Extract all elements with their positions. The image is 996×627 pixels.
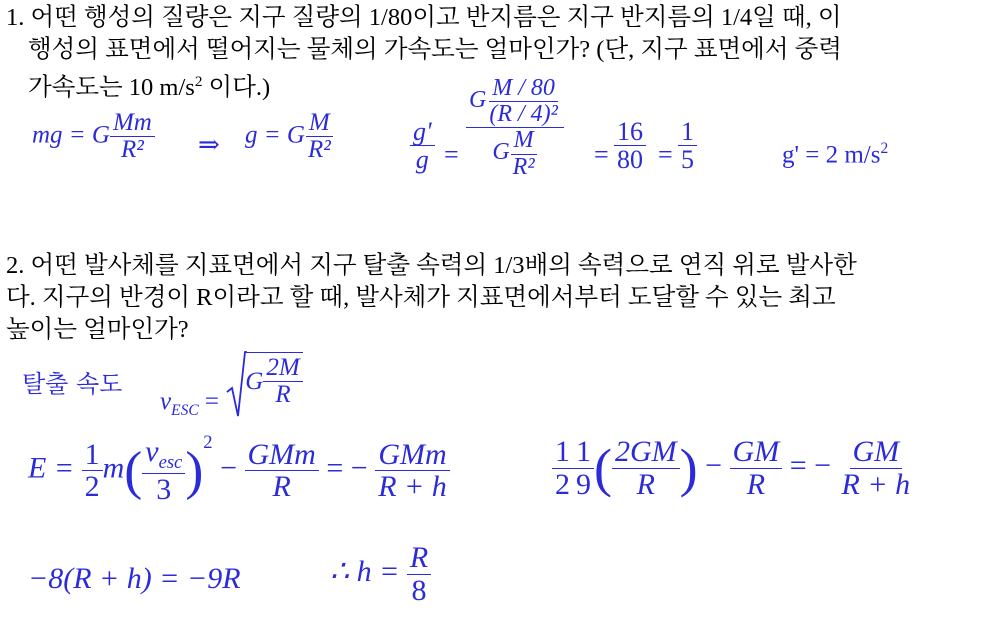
equation-text: E = xyxy=(28,451,75,485)
energy-equation xyxy=(28,432,450,506)
fraction-denominator: R xyxy=(272,470,291,503)
constant-g: G xyxy=(469,87,487,114)
fraction-denominator: R + h xyxy=(378,470,447,503)
equals-sign: = xyxy=(444,140,459,169)
problem-1-line-2 xyxy=(6,34,981,66)
fraction-denominator xyxy=(489,128,540,179)
problem-2-line-1 xyxy=(6,250,994,282)
problem-text: 다. 지구의 반경이 R이라고 할 때, 발사체가 지표면에서부터 도달할 수 있는 최고 xyxy=(6,284,836,311)
fraction xyxy=(612,436,680,500)
constant-g: G xyxy=(245,368,264,396)
fraction xyxy=(245,439,319,503)
fraction-numerator: GMm xyxy=(245,439,319,472)
fraction-numerator: 1 xyxy=(678,118,697,146)
equals-sign: = xyxy=(204,388,220,416)
fraction-denominator: R + h xyxy=(841,467,911,501)
equation-mg xyxy=(32,110,155,164)
fraction xyxy=(82,439,103,503)
fraction-denominator: R xyxy=(275,381,291,409)
equals-sign: = xyxy=(658,140,673,169)
fraction-numerator: 16 xyxy=(614,118,646,146)
fraction-numerator: GMm xyxy=(375,439,449,472)
fraction xyxy=(110,110,155,164)
fraction-numerator: g' xyxy=(410,118,435,146)
problem-number: 1. xyxy=(6,4,25,31)
problem-1-line-1 xyxy=(6,2,981,34)
fraction xyxy=(573,436,594,500)
superscript: 2 xyxy=(203,432,213,454)
escape-velocity-label: 탈출 속도 xyxy=(22,370,123,398)
fraction xyxy=(839,436,914,500)
fraction xyxy=(510,128,538,179)
fraction-denominator: 5 xyxy=(681,145,694,175)
fraction-numerator: GM xyxy=(850,436,903,469)
fraction xyxy=(375,439,450,503)
energy-equation-substituted xyxy=(552,436,913,500)
fraction-16-80 xyxy=(614,118,646,174)
mass-symbol: m xyxy=(102,451,125,485)
fraction-1-5 xyxy=(678,118,697,174)
problem-text: 행성의 표면에서 떨어지는 물체의 가속도는 얼마인가? (단, 지구 표면에서 중력 xyxy=(28,36,842,63)
answer-text: g' = 2 m/s xyxy=(782,141,881,169)
fraction-denominator: (R / 4)² xyxy=(489,101,558,128)
fraction xyxy=(552,436,573,500)
sqrt-body xyxy=(245,352,302,409)
fraction xyxy=(305,110,334,164)
escape-velocity-equation xyxy=(160,352,303,424)
fraction-numerator: 1 xyxy=(552,436,573,469)
velocity-symbol: v xyxy=(145,435,159,468)
fraction xyxy=(407,542,431,606)
fraction-numerator: 1 xyxy=(573,436,594,469)
problem-2-line-3 xyxy=(6,314,994,346)
fraction-denominator: g xyxy=(415,145,429,175)
fraction-numerator: Mm xyxy=(110,110,155,137)
fraction-denominator: 8 xyxy=(411,573,427,607)
superscript: 2 xyxy=(194,73,203,90)
fraction xyxy=(263,355,302,409)
fraction-numerator: R xyxy=(407,542,431,575)
sqrt-icon xyxy=(225,350,247,422)
constant-g: G xyxy=(492,139,510,166)
fraction xyxy=(486,76,561,127)
therefore-text: ∴ h = xyxy=(330,554,400,588)
problem-text: 이다.) xyxy=(202,74,271,102)
minus-sign: − xyxy=(220,451,238,485)
subscript: ESC xyxy=(171,402,199,420)
fraction xyxy=(678,118,697,174)
minus-sign: − xyxy=(705,448,723,482)
left-paren: ( xyxy=(594,438,612,498)
fraction xyxy=(466,76,564,180)
answer-1 xyxy=(782,140,888,169)
fraction-denominator: R² xyxy=(121,136,144,164)
equals-sign: = xyxy=(594,140,609,169)
fraction-numerator: 1 xyxy=(82,439,103,472)
fraction-numerator: 2GM xyxy=(612,436,680,469)
final-answer xyxy=(330,542,431,606)
final-equation: −8(R + h) = −9R xyxy=(28,562,241,595)
big-fraction xyxy=(466,76,564,180)
equals-minus: = − xyxy=(326,451,368,485)
fraction-numerator: M xyxy=(511,128,537,154)
subscript: esc xyxy=(158,452,183,473)
problem-2-line-2 xyxy=(6,282,994,314)
arrow-icon: ⇒ xyxy=(198,130,220,159)
fraction-numerator: 2M xyxy=(263,355,302,382)
right-paren: ) xyxy=(185,440,204,501)
fraction xyxy=(614,118,646,174)
fraction-numerator: M xyxy=(306,110,333,137)
fraction-numerator: M / 80 xyxy=(489,76,558,102)
fraction-denominator: R² xyxy=(512,153,535,180)
equation-text: g = G xyxy=(245,121,305,149)
fraction-denominator: R xyxy=(746,467,766,501)
fraction-numerator xyxy=(466,76,564,128)
problem-text: 어떤 발사체를 지표면에서 지구 탈출 속력의 1/3배의 속력으로 연직 위로 발사한 xyxy=(30,252,857,279)
fraction-denominator: 3 xyxy=(156,472,172,506)
fraction xyxy=(410,118,435,174)
fraction-denominator: 9 xyxy=(576,467,591,501)
problem-text: 높이는 얼마인가? xyxy=(6,316,189,343)
fraction xyxy=(142,436,185,505)
equation-text: mg = G xyxy=(32,121,110,149)
fraction-numerator: GM xyxy=(730,436,783,469)
fraction-denominator: 2 xyxy=(84,470,100,503)
superscript: 2 xyxy=(880,140,889,157)
fraction xyxy=(730,436,783,500)
problem-2 xyxy=(6,250,994,346)
problem-number: 2. xyxy=(6,252,25,279)
equals-minus: = − xyxy=(789,448,832,482)
ratio-g xyxy=(410,118,435,174)
problem-text: 어떤 행성의 질량은 지구 질량의 1/80이고 반지름은 지구 반지름의 1/4일 때, 이 xyxy=(30,4,842,31)
fraction-denominator: R² xyxy=(307,136,331,164)
fraction-denominator: 2 xyxy=(555,467,570,501)
problem-text: 가속도는 10 m/s xyxy=(28,74,195,102)
fraction-denominator: R xyxy=(636,467,655,501)
equation-g xyxy=(245,110,334,164)
fraction-denominator: 80 xyxy=(617,145,643,175)
right-paren: ) xyxy=(679,438,698,498)
left-paren: ( xyxy=(124,440,143,501)
velocity-symbol: v xyxy=(160,388,172,416)
